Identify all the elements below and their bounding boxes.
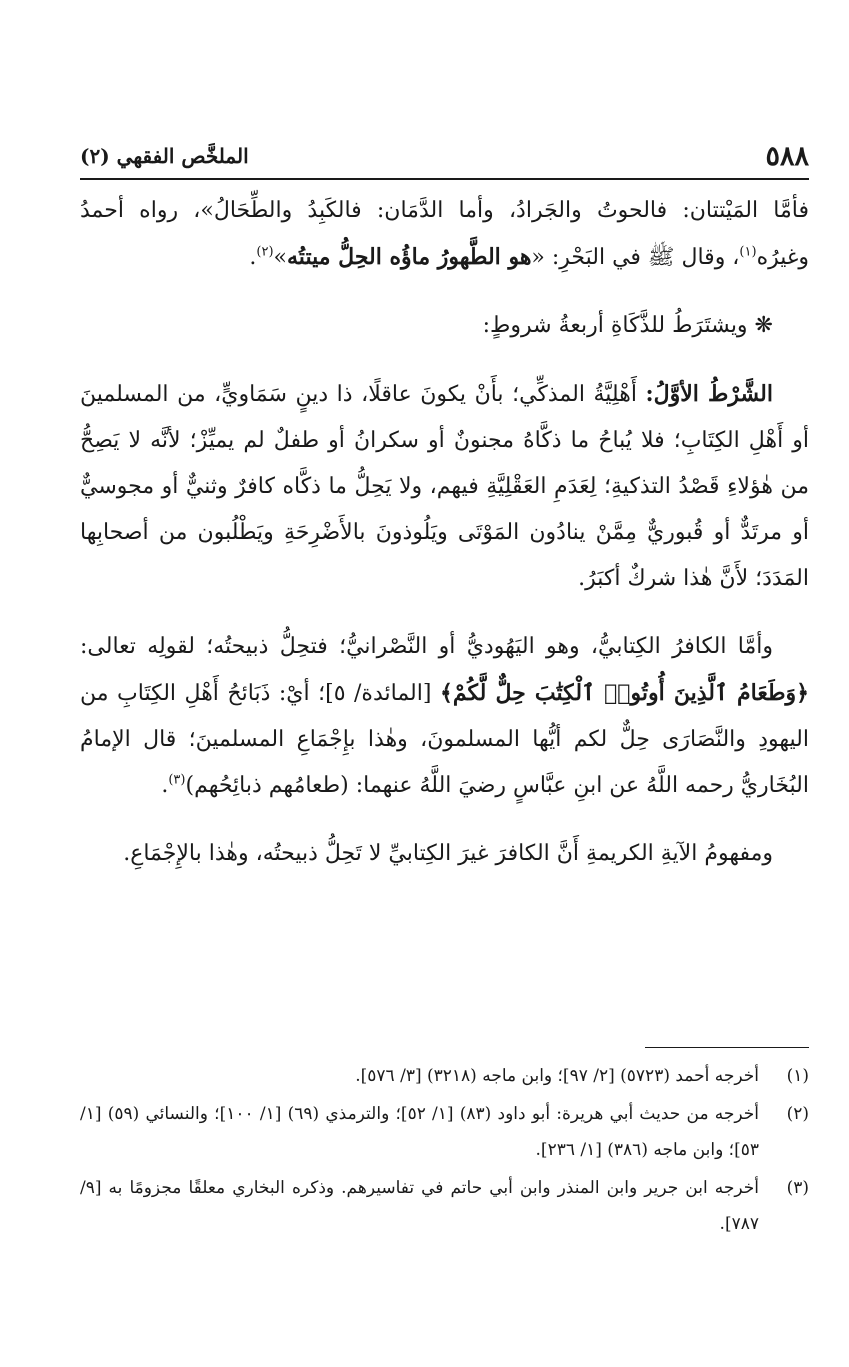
- footnote-ref-3: (٣): [168, 772, 186, 788]
- hadith-quote: هو الطَّهورُ ماؤُه الحِلُّ ميتتُه: [287, 244, 532, 270]
- footnote-text: أخرجه من حديث أبي هريرة: أبو داود (٨٣) [١/ ٥٢]؛ والترمذي (٦٩) [١/ ١٠٠]؛ والنسائي (٥٩) [١/ ٥٣]؛ وابن ماجه (٣٨٦) [١/ ٢٣٦].: [80, 1104, 760, 1160]
- main-text: [80, 188, 809, 899]
- page-number: ٥٨٨: [765, 140, 809, 172]
- footnotes: [80, 1058, 809, 1244]
- footnote-number: (٣): [786, 1178, 809, 1198]
- paragraph-first-condition: الشَّرْطُ الأوَّلُ: أَهْلِيَّةُ المذكِّي؛ بأَنْ يكونَ عاقلًا، ذا دينٍ سَمَاويٍّ، من المسلمينَ أو أَهْلِ الكِتَابِ؛ فلا يُباحُ ما ذكَّاهُ مجنونٌ أو سكرانُ أو طفلٌ لم يميِّزْ؛ لأنَّه لا يَصِحُّ من هٰؤلاءِ قَصْدُ التذكيةِ؛ لِعَدَمِ العَقْلِيَّةِ فيهم، ولا يَحِلُّ ما ذكَّاه كافرٌ وثنيٌّ أو مجوسيٌّ أو مرتَدٌّ أو قُبوريٌّ مِمَّنْ ينادُون المَوْتَى ويَلُوذونَ بالأَضْرِحَةِ ويَطْلُبون من أصحابِها المَدَدَ؛ لأَنَّ هٰذا شركٌ أكبَرُ.: [80, 381, 809, 591]
- footnote-ref-2: (٢): [256, 244, 274, 260]
- paragraph-conditions-intro: ❋ ويشتَرَطُ للذَّكَاةِ أربعةُ شروطٍ:: [482, 313, 773, 338]
- footnote-divider: [645, 1047, 809, 1048]
- book-title: الملخَّص الفقهي (٢): [80, 144, 249, 168]
- footnote-text: أخرجه ابن جرير وابن المنذر وابن أبي حاتم في تفاسيرهم. وذكره البخاري معلقًا مجزومًا به [٩/ ٧٨٧].: [80, 1178, 759, 1234]
- header-divider: [80, 178, 809, 180]
- footnote-ref-1: (١): [739, 244, 757, 260]
- footnote-item: [80, 1096, 809, 1168]
- quran-verse: ﴿وَطَعَامُ ٱلَّذِينَ أُوتُوا۟ ٱلْكِتَٰبَ حِلٌّ لَّكُمْ﴾: [439, 680, 810, 706]
- footnote-text: أخرجه أحمد (٥٧٢٣) [٢/ ٩٧]؛ وابن ماجه (٣٢١٨) [٣/ ٥٧٦].: [355, 1066, 759, 1086]
- condition-label: الشَّرْطُ الأوَّلُ:: [645, 381, 773, 407]
- paragraph-verse-implication: ومفهومُ الآيةِ الكريمةِ أَنَّ الكافرَ غيرَ الكِتابيِّ لا تَحِلُّ ذبيحتُه، وهٰذا بالإِجْمَاعِ.: [123, 841, 773, 866]
- footnote-number: (١): [786, 1066, 809, 1086]
- paragraph-1: فأمَّا المَيْتتان: فالحوتُ والجَرادُ، وأما الدَّمَان: فالكَبِدُ والطِّحَالُ»، رواه أحمدُ وغيرُه$^{(١)}$، وقال ﷺ في البَحْرِ: «هو الطَّهورُ ماؤُه الحِلُّ ميتتُه»$^{(٢)}$.: [80, 198, 809, 270]
- footnote-item: [80, 1170, 809, 1242]
- footnote-item: [80, 1058, 809, 1094]
- paragraph-people-of-book: وأمَّا الكافرُ الكِتابيُّ، وهو اليَهُوديُّ أو النَّصْرانيُّ؛ فتحِلُّ ذبيحتُه؛ لقولِه تعالى: ﴿وَطَعَامُ ٱلَّذِينَ أُوتُوا۟ ٱلْكِتَٰبَ حِلٌّ لَّكُمْ﴾ [المائدة/ ٥]؛ أيْ: ذَبَائحُ أَهْلِ الكِتَابِ من اليهودِ والنَّصَارَى حِلٌّ لكم أيُّها المسلمونَ، وهٰذا بإِجْمَاعِ المسلمينَ؛ قال الإمامُ البُخَاريُّ رحمه اللَّهُ عن ابنِ عبَّاسٍ رضيَ اللَّهُ عنهما: (طعامُهم ذبائِحُهم)$^{(٣)}$.: [80, 634, 810, 798]
- footnote-number: (٢): [786, 1104, 809, 1124]
- page-header: [80, 136, 809, 176]
